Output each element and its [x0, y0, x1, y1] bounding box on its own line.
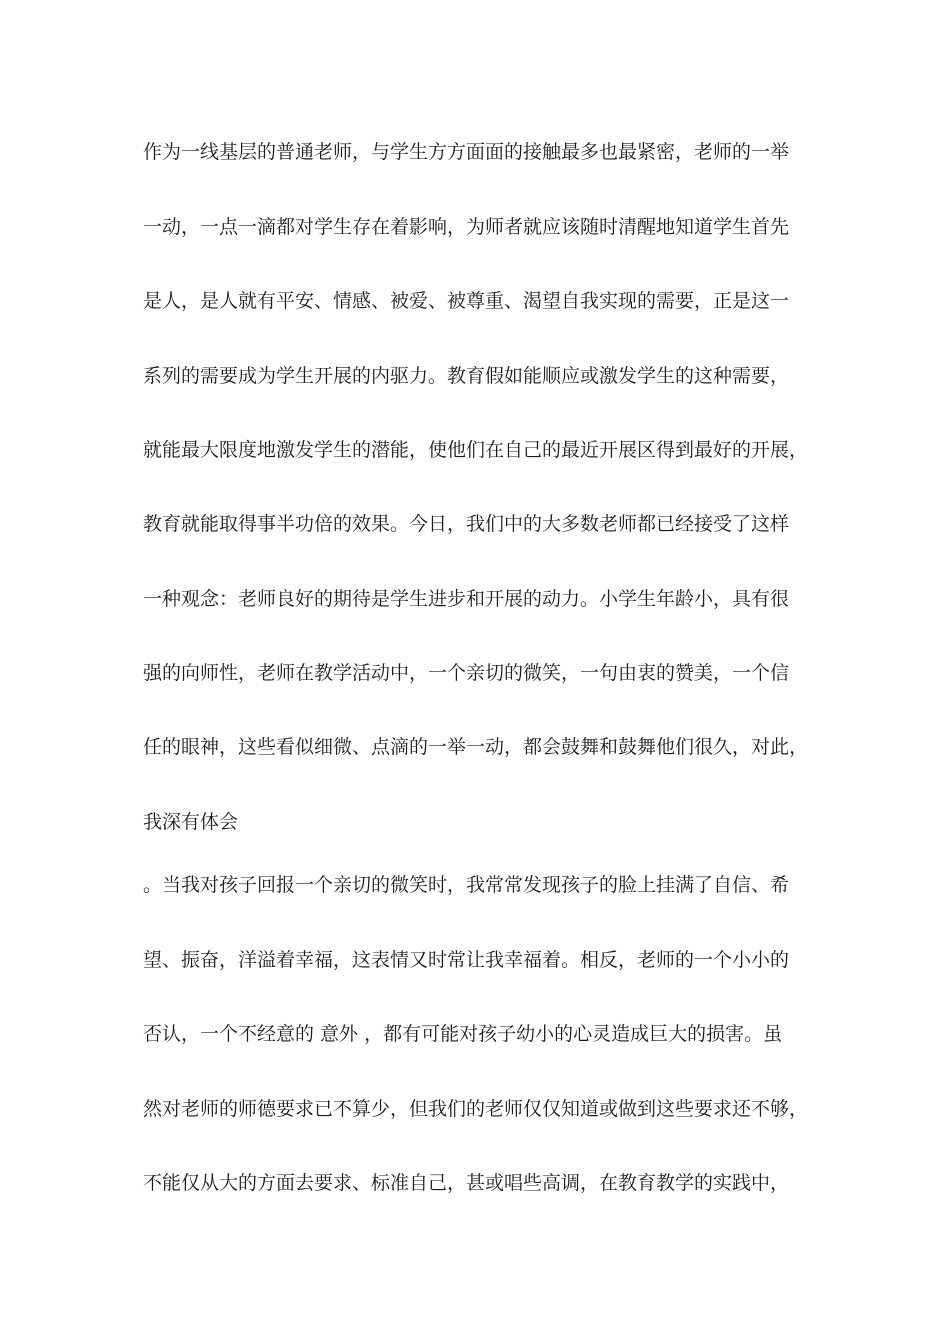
text-line: 一种观念：老师良好的期待是学生进步和开展的动力。小学生年龄小，具有很: [143, 588, 790, 610]
text-line: 。当我对孩子回报一个亲切的微笑时，我常常发现孩子的脸上挂满了自信、希: [143, 874, 790, 896]
text-line: 否认，一个不经意的 意外 ，都有可能对孩子幼小的心灵造成巨大的损害。虽: [143, 1023, 783, 1045]
text-line: 望、振奋，洋溢着幸福，这表情又时常让我幸福着。相反，老师的一个小小的: [143, 949, 790, 971]
text-line: 是人，是人就有平安、情感、被爱、被尊重、渴望自我实现的需要，正是这一: [143, 290, 790, 312]
text-line: 作为一线基层的普通老师，与学生方方面面的接触最多也最紧密，老师的一举: [143, 141, 790, 163]
text-line: 然对老师的师德要求已不算少，但我们的老师仅仅知道或做到这些要求还不够，: [143, 1098, 809, 1120]
text-line: 一动，一点一滴都对学生存在着影响，为师者就应该随时清醒地知道学生首先: [143, 216, 790, 238]
text-line: 教育就能取得事半功倍的效果。今日，我们中的大多数老师都已经接受了这样: [143, 513, 790, 535]
text-line: 不能仅从大的方面去要求、标准自己，甚或唱些高调，在教育教学的实践中，: [143, 1172, 790, 1194]
text-line: 我深有体会: [143, 811, 239, 833]
text-line: 系列的需要成为学生开展的内驱力。教育假如能顺应或激发学生的这种需要，: [143, 365, 790, 387]
text-line: 就能最大限度地激发学生的潜能，使他们在自己的最近开展区得到最好的开展，: [143, 439, 809, 461]
text-line: 强的向师性，老师在教学活动中，一个亲切的微笑，一句由衷的赞美，一个信: [143, 662, 790, 684]
text-line: 任的眼神，这些看似细微、点滴的一举一动，都会鼓舞和鼓舞他们很久，对此，: [143, 736, 809, 758]
